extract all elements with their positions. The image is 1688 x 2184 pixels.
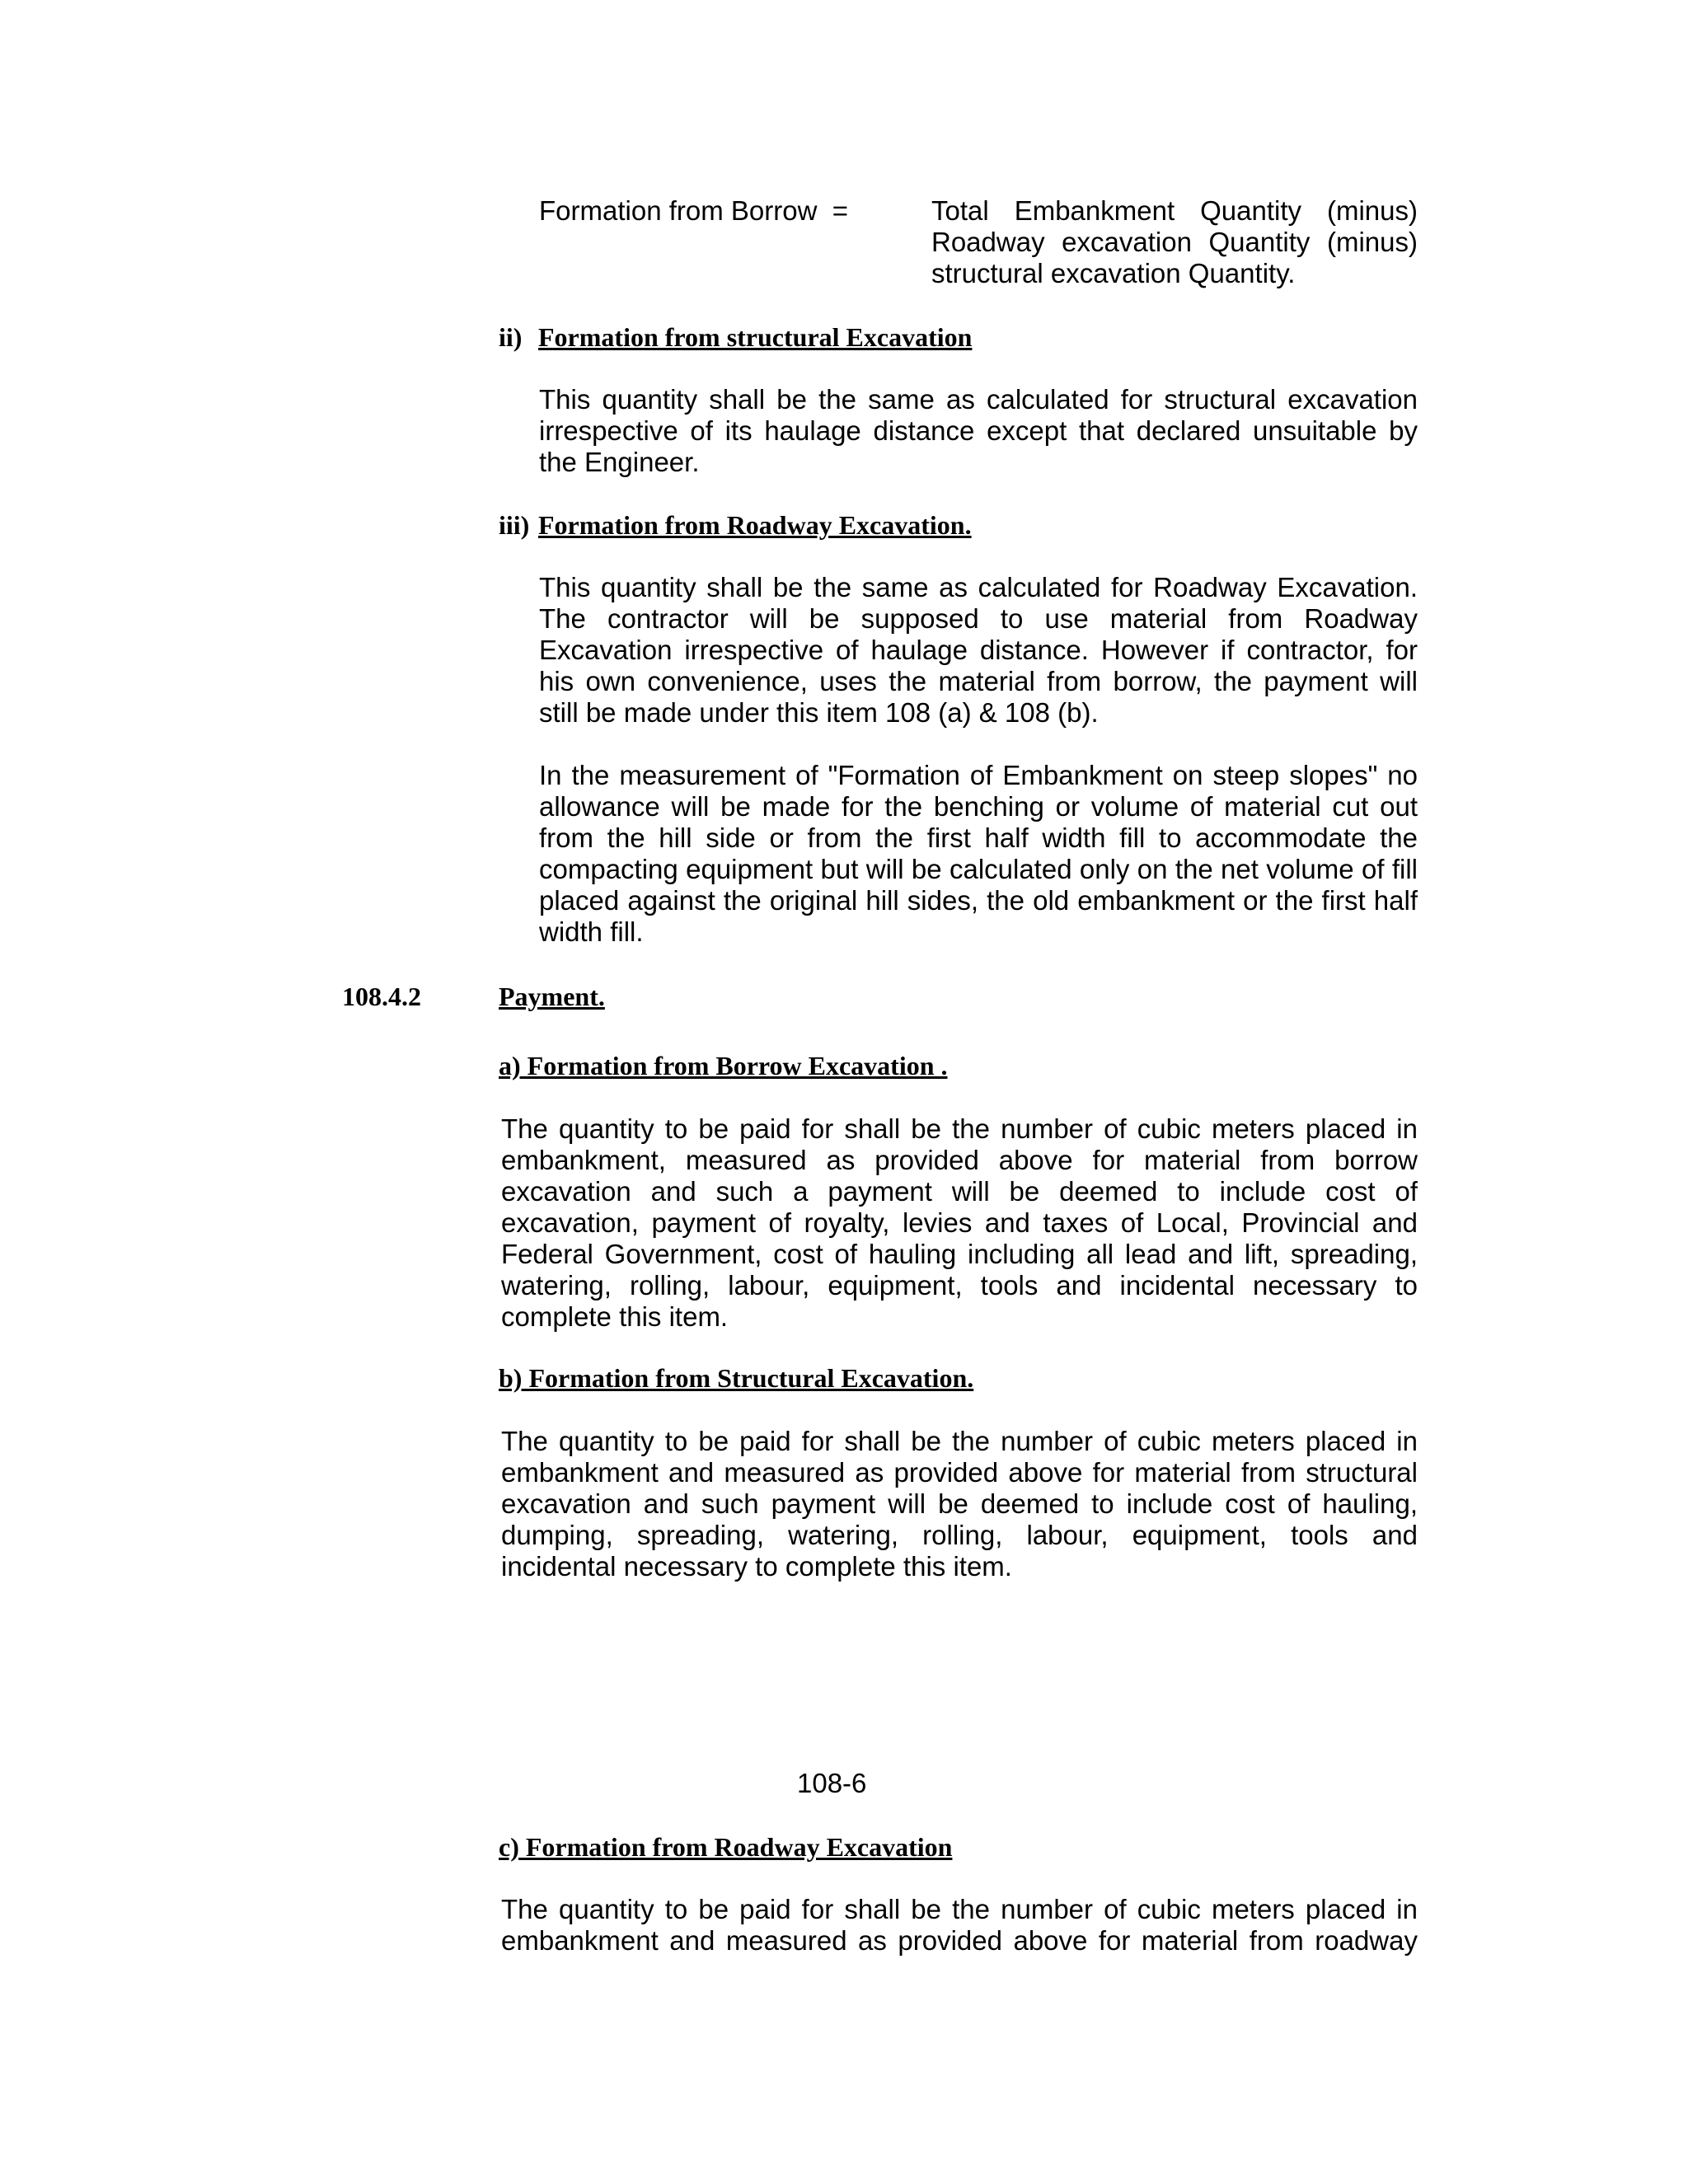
payment-title: Payment.	[499, 982, 605, 1011]
item-ii-heading	[499, 321, 973, 353]
item-c-paragraph: The quantity to be paid for shall be the number of cubic meters placed in embankment and measured as provided above for material from roadway	[501, 1894, 1418, 1956]
item-ii-title: Formation from structural Excavation	[538, 322, 973, 352]
item-iii-marker: iii)	[499, 510, 530, 540]
formula-rhs-line-1: Total Embankment Quantity (minus)	[931, 195, 1418, 226]
item-iii-title: Formation from Roadway Excavation.	[538, 510, 972, 540]
item-iii-paragraph-2: In the measurement of "Formation of Embankment on steep slopes" no allowance will be made for the benching or volume of material cut out from the hill side or from the first half width fill to accommodate the compacting equipment but will be calculated only on the net volume of fill placed against the original hill sides, the old embankment or the first half width fill.	[539, 760, 1418, 947]
item-ii-marker: ii)	[499, 322, 523, 352]
formula-rhs-line-3: structural excavation Quantity.	[931, 258, 1296, 288]
formula-rhs-line-2: Roadway excavation Quantity (minus)	[931, 227, 1418, 257]
page-number: 108-6	[797, 1768, 867, 1798]
item-c-heading: c) Formation from Roadway Excavation	[499, 1832, 953, 1862]
item-b-heading: b) Formation from Structural Excavation.	[499, 1363, 974, 1393]
item-b-paragraph: The quantity to be paid for shall be the number of cubic meters placed in embankment and measured as provided above for material from structural excavation and such payment will be deemed to include cost of hauling, dumping, spreading, watering, rolling, labour, equipment, tools and incidental necessary to complete this item.	[501, 1426, 1418, 1582]
item-iii-heading	[499, 509, 972, 541]
item-a-heading: a) Formation from Borrow Excavation .	[499, 1051, 948, 1080]
item-ii-paragraph: This quantity shall be the same as calculated for structural excavation irrespective of its haulage distance except that declared unsuitable by the Engineer.	[539, 384, 1418, 477]
item-iii-paragraph-1: This quantity shall be the same as calculated for Roadway Excavation. The contractor will be supposed to use material from Roadway Excavation irrespective of haulage distance. However if contractor, for his own convenience, uses the material from borrow, the payment will still be made under this item 108 (a) & 108 (b).	[539, 572, 1418, 728]
section-number: 108.4.2	[342, 982, 421, 1011]
item-a-paragraph: The quantity to be paid for shall be the number of cubic meters placed in embankment, measured as provided above for material from borrow excavation and such a payment will be deemed to include cost of excavation, payment of royalty, levies and taxes of Local, Provincial and Federal Government, cost of hauling including all lead and lift, spreading, watering, rolling, labour, equipment, tools and incidental necessary to complete this item.	[501, 1113, 1418, 1332]
formula-rhs	[931, 195, 1418, 289]
formula-lhs: Formation from Borrow =	[539, 195, 849, 226]
